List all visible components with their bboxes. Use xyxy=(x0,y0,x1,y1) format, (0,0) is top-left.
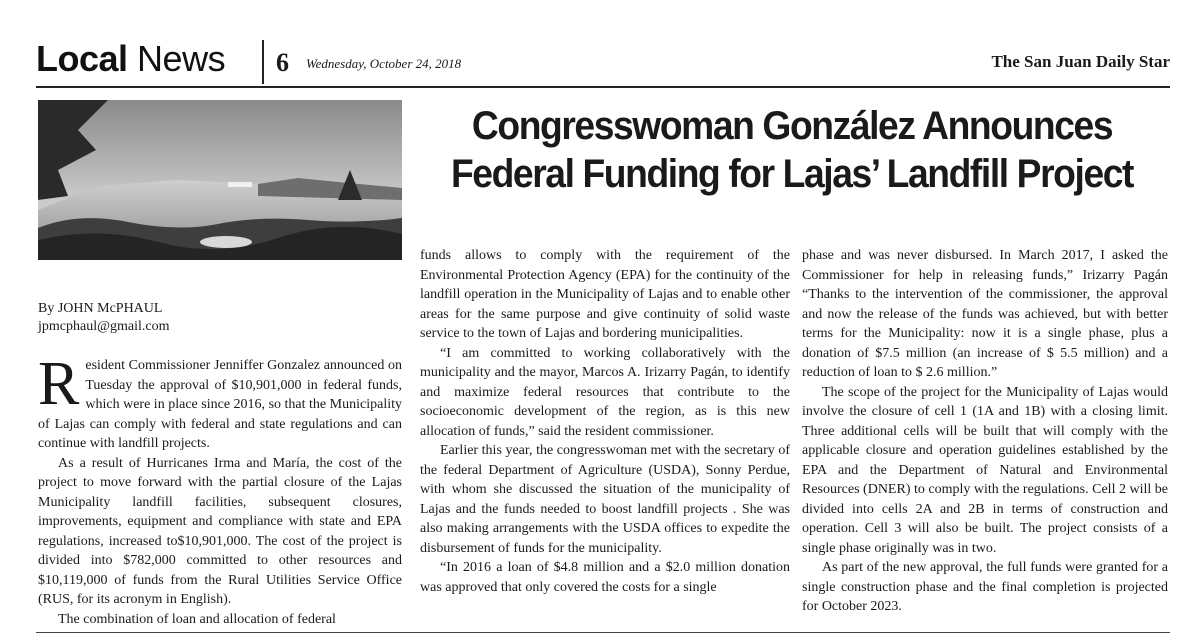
author-email[interactable]: jpmcphaul@gmail.com xyxy=(38,319,170,334)
article-paragraph: As a result of Hurricanes Irma and María, the cost of the project to move forward with the partial closure of the Lajas Municipality landfill facilities, subsequent closures, improvements, equipment and compliance with state and EPA regulations, increased to$10,901,000. The cost of the project is divided into $782,000 committed to other resources and $10,119,000 of funds from the Rural Utilities Service Office (RUS, for its acronym in English). xyxy=(38,455,402,607)
article-paragraph: As part of the new approval, the full funds were granted for a single construction phase and the final completion is projected for October 2023. xyxy=(802,560,1168,614)
footer-rule xyxy=(36,632,1170,633)
headline xyxy=(439,102,1146,198)
landfill-photo xyxy=(38,100,402,260)
masthead-divider xyxy=(262,40,264,84)
article-paragraph: “I am committed to working collaboratively with the municipality and the mayor, Marcos A. Irizarry Pagán, to identify and maximize federal resources that contribute to the socioeconomic development of the region, as is this new allocation of funds,” said the resident commissioner. xyxy=(420,345,790,439)
article-column-3 xyxy=(802,246,1168,617)
headline-line-1: Congresswoman González Announces xyxy=(471,104,1113,148)
section-title xyxy=(36,36,225,82)
article-paragraph: Resident Commissioner Jenniffer Gonzalez announced on Tuesday the approval of $10,901,000 in federal funds, which were in place since 2016, so that the Municipality of Lajas can comply with federal and state regulations and can continue with landfill projects. xyxy=(38,350,402,451)
article-paragraph: “In 2016 a loan of $4.8 million and a $2.0 million donation was approved that only covered the costs for a single xyxy=(420,560,790,595)
masthead xyxy=(36,36,1170,86)
headline-line-2: Federal Funding for Lajas’ Landfill Project xyxy=(450,152,1134,196)
drop-cap: R xyxy=(38,350,80,418)
page-number: 6 xyxy=(276,48,289,77)
issue-date: Wednesday, October 24, 2018 xyxy=(306,56,462,71)
article-paragraph: The combination of loan and allocation of federal xyxy=(58,611,336,627)
byline xyxy=(38,300,169,336)
section-title-light: News xyxy=(137,38,226,79)
article-paragraph: The scope of the project for the Municipality of Lajas would involve the closure of cell 1 (1A and 1B) with a closing limit. Three additional cells will be built that will comply with the applicable closure and operation guidelines established by the EPA and the Department of Natural and Environmental Resources (DNER) to comply with the regulations. Cell 2 will be divided into cells 2A and 2B in terms of construction and operation. Cell 3 will also be built. The project consists of a single phase originally was in two. xyxy=(802,384,1168,556)
masthead-rule xyxy=(36,86,1170,88)
author-name: By JOHN McPHAUL xyxy=(38,301,163,316)
article-paragraph: phase and was never disbursed. In March 2017, I asked the Commissioner for help in releasing funds,” Irizarry Pagán “Thanks to the intervention of the commissioner, the approval and now the release of the funds was achieved, but with better terms for the Municipality: now it is a single phase, plus a donation of $7.5 million (an increase of $ 5.5 million) and a reduction of loan to $ 2.6 million.” xyxy=(802,248,1168,380)
article-column-1 xyxy=(38,350,402,629)
article-paragraph: Earlier this year, the congresswoman met with the secretary of the federal Department of Agriculture (USDA), Sonny Perdue, with whom she discussed the situation of the municipality of Lajas and the funds needed to boost landfill projects . She was also making arrangements with the USDA offices to expedite the disbursement of funds for the municipality. xyxy=(420,443,790,556)
article-paragraph: funds allows to comply with the requirement of the Environmental Protection Agency (EPA) for the continuity of the landfill operation in the Municipality of Lajas and to enable other areas for the same purpose and give continuity of solid waste service to the town of Lajas and bordering municipalities. xyxy=(420,248,790,341)
paper-name: The San Juan Daily Star xyxy=(991,52,1170,71)
section-title-bold: Local xyxy=(36,38,128,79)
article-column-2 xyxy=(420,246,790,597)
